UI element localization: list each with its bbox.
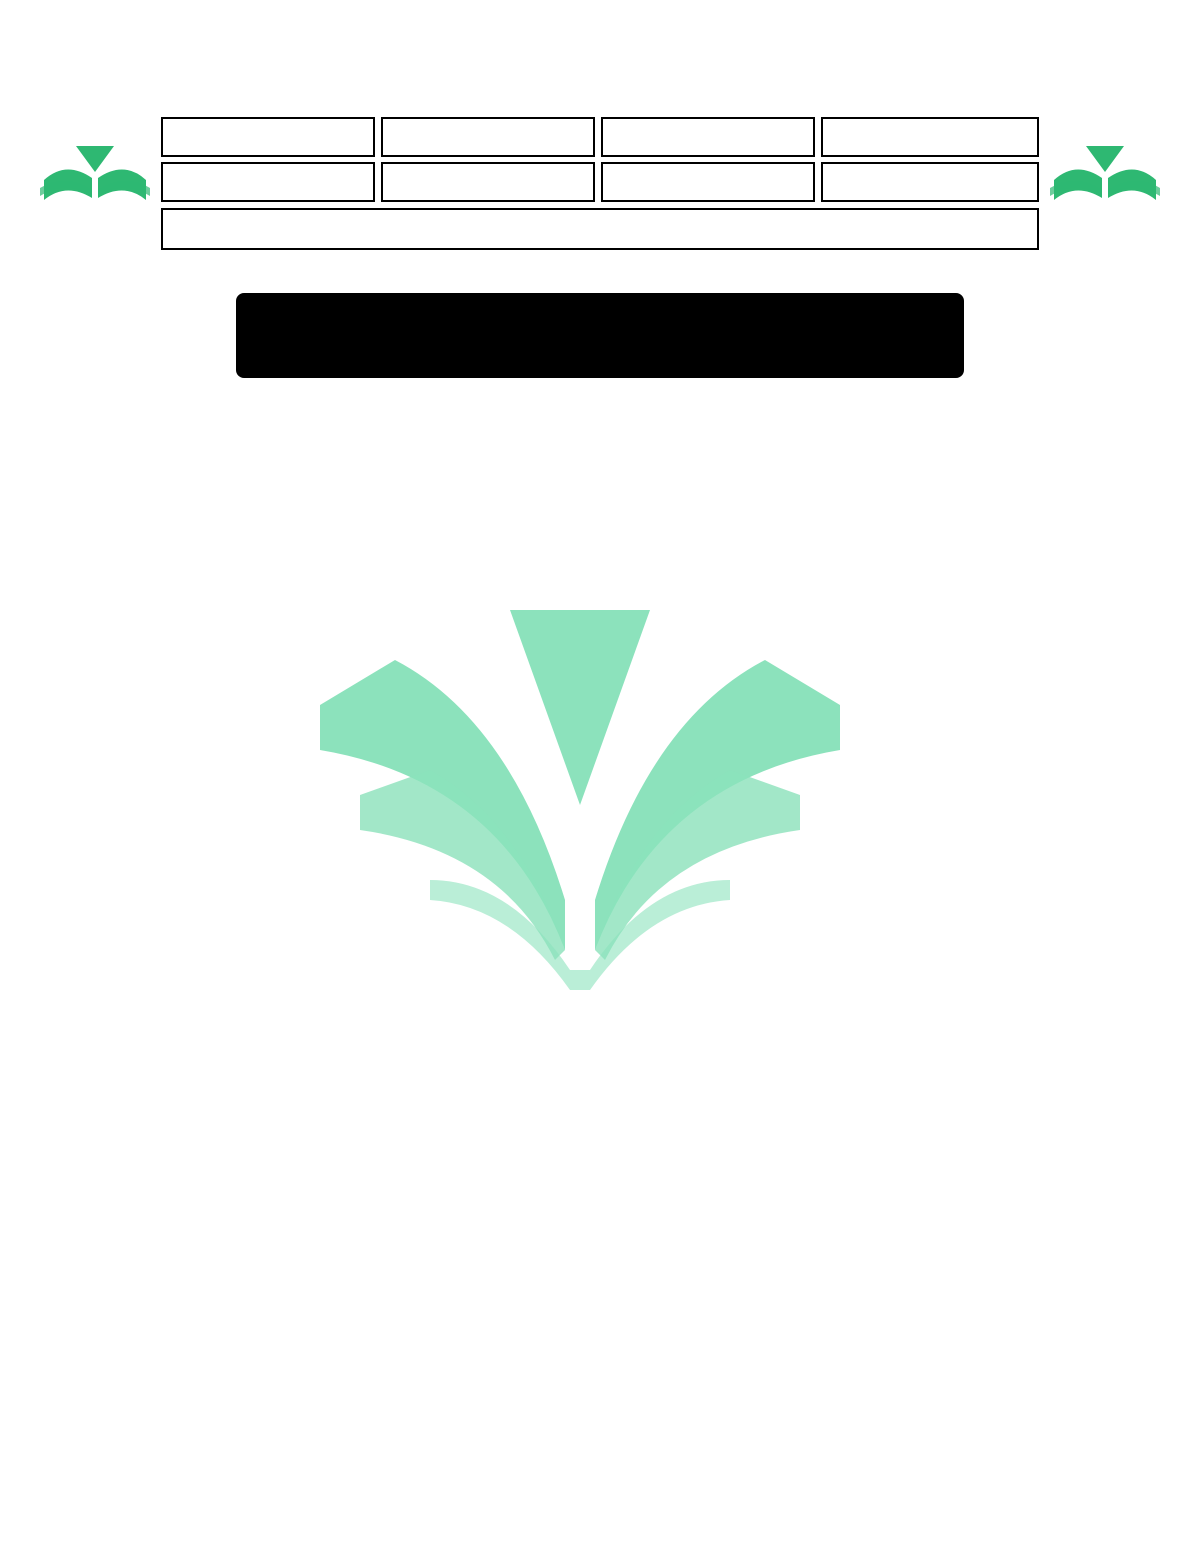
exam-date-field[interactable]	[821, 162, 1039, 202]
watermark-logo-icon	[300, 520, 860, 1020]
roll-number-field[interactable]	[381, 117, 595, 157]
logo-right	[1046, 138, 1164, 248]
omr-answer-sheet	[236, 293, 964, 378]
logo-left	[36, 138, 154, 248]
subject-name-field[interactable]	[161, 162, 375, 202]
book-pen-icon	[1046, 138, 1164, 213]
class-name-field[interactable]	[601, 117, 815, 157]
student-name-field[interactable]	[161, 117, 375, 157]
book-pen-icon	[36, 138, 154, 213]
paper-code-field[interactable]	[821, 117, 1039, 157]
time-allowed-field[interactable]	[381, 162, 595, 202]
exam-syllabus-field[interactable]	[161, 208, 1039, 250]
total-marks-field[interactable]	[601, 162, 815, 202]
